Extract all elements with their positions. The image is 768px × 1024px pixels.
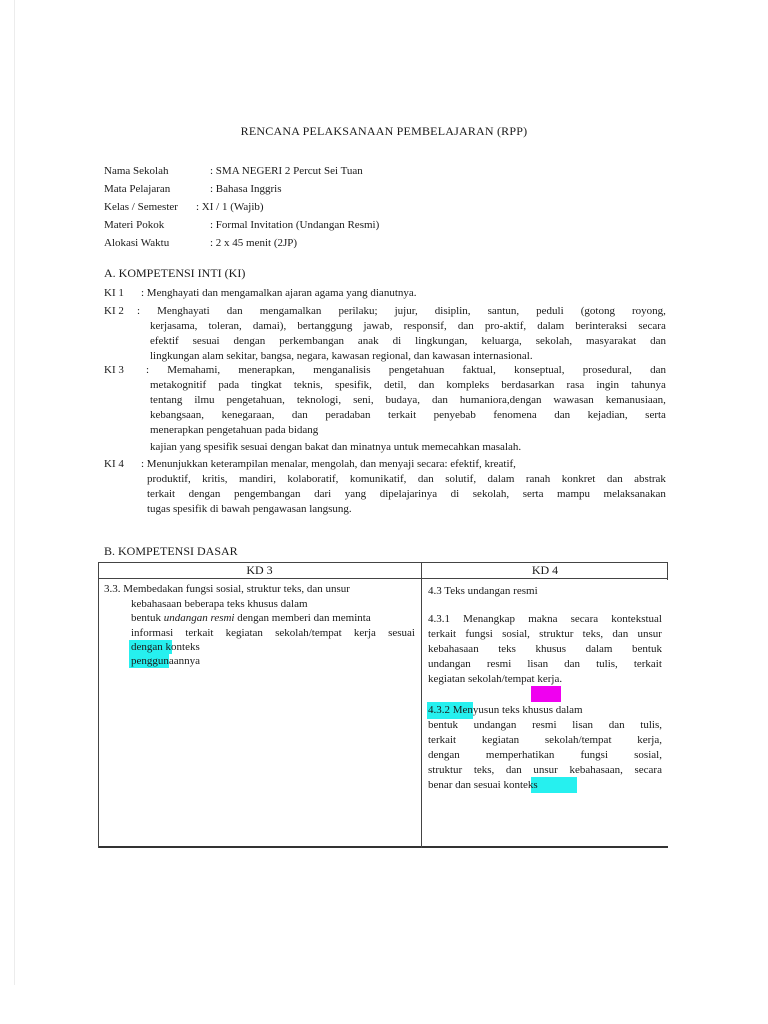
identity-value: : Bahasa Inggris [210, 183, 282, 195]
table-border [98, 562, 99, 848]
identity-label: Alokasi Waktu [104, 237, 170, 249]
ki2-line: efektif sesuai dengan perkembangan anak di lingkungan, keluarga, sekolah, masyarakat dan [150, 335, 666, 347]
kd3-header: KD 3 [246, 563, 273, 577]
ki2-line: kerjasama, toleran, damai), bertanggung jawab, responsif, dan pro-aktif, dalam berinteraksi secara [150, 320, 666, 332]
kd3-line: 3.3. Membedakan fungsi sosial, struktur teks, dan unsur [104, 583, 350, 595]
kd3-line: dengan konteks [131, 641, 200, 653]
ki3-line: kebangsaan, kenegaraan, dan peradaban terkait penyebab fenomena dan kejadian, serta [150, 409, 666, 421]
identity-value: : Formal Invitation (Undangan Resmi) [210, 219, 380, 231]
kd4-1-line: undangan resmi lisan dan tulis, terkait [428, 658, 662, 670]
ki4-line: produktif, kritis, mandiri, kolaboratif, komunikatif, dan solutif, dalam ranah konkret dan abstrak [147, 473, 666, 485]
kd4-1-line: kegiatan sekolah/tempat kerja. [428, 673, 563, 685]
document-title: RENCANA PELAKSANAAN PEMBELAJARAN (RPP) [240, 124, 528, 138]
kd3-line: penggunaannya [131, 655, 201, 667]
ki2-line: : Menghayati dan mengamalkan perilaku; jujur, disiplin, santun, peduli (gotong royong, [137, 305, 666, 317]
kd4-1-line: terkait fungsi sosial, struktur teks, dan unsur [428, 628, 662, 640]
identity-label: Materi Pokok [104, 219, 165, 231]
ki2-line: lingkungan alam sekitar, bangsa, negara, kawasan regional, dan kawasan internasional. [150, 350, 533, 362]
page-edge-line [14, 0, 15, 985]
kd4-1-line: kebahasaan teks khusus dalam bentuk [428, 643, 662, 655]
ki2-label: KI 2 [104, 305, 124, 317]
ki1-label: KI 1 [104, 287, 124, 299]
ki1-text: : Menghayati dan mengamalkan ajaran agama yang dianutnya. [141, 287, 417, 299]
ki4-line: tugas spesifik di bawah pengawasan langsung. [147, 503, 352, 515]
ki4-label: KI 4 [104, 458, 124, 470]
identity-value: : SMA NEGERI 2 Percut Sei Tuan [210, 165, 363, 177]
ki3-line: kajian yang spesifik sesuai dengan bakat dan minatnya untuk memecahkan masalah. [150, 441, 522, 453]
identity-value: : XI / 1 (Wajib) [196, 201, 264, 213]
ki3-line: : Memahami, menerapkan, menganalisis pengetahuan faktual, konseptual, prosedural, dan [146, 364, 666, 376]
kd4-2-line: benar dan sesuai konteks [428, 779, 538, 791]
kd3-line: informasi terkait kegiatan sekolah/tempat kerja sesuai [131, 627, 415, 639]
highlight-mark [531, 686, 561, 702]
identity-value: : 2 x 45 menit (2JP) [210, 237, 298, 249]
kd4-2-line: 4.3.2 Menyusun teks khusus dalam [428, 704, 583, 716]
identity-label: Nama Sekolah [104, 165, 169, 177]
ki3-line: tentang ilmu pengetahuan, teknologi, seni, budaya, dan humaniora,dengan wawasan kemanusiaan, [150, 394, 666, 406]
ki4-line: terkait dengan pengembangan dari yang dipelajarinya di sekolah, serta mampu melaksanakan [147, 488, 666, 500]
kd3-text: dengan memberi dan meminta [234, 612, 371, 624]
kd4-2-line: terkait kegiatan sekolah/tempat kerja, [428, 734, 662, 746]
ki4-line: : Menunjukkan keterampilan menalar, mengolah, dan menyaji secara: efektif, kreatif, [141, 458, 516, 470]
table-border [98, 846, 668, 848]
section-a-heading: A. KOMPETENSI INTI (KI) [104, 266, 246, 280]
identity-label: Mata Pelajaran [104, 183, 171, 195]
kd4-2-line: bentuk undangan resmi lisan dan tulis, [428, 719, 662, 731]
highlight-mark [531, 777, 577, 793]
kd4-header: KD 4 [531, 563, 559, 577]
kd3-line: kebahasaan beberapa teks khusus dalam [131, 598, 308, 610]
kd3-text: bentuk [131, 612, 164, 624]
section-b-heading: B. KOMPETENSI DASAR [104, 544, 238, 558]
table-border [421, 562, 422, 848]
kd4-1-line: 4.3.1 Menangkap makna secara kontekstual [428, 613, 662, 625]
ki3-line: menerapkan pengetahuan pada bidang [150, 424, 319, 436]
kd3-italic-term: undangan resmi [163, 612, 235, 624]
kd4-title: 4.3 Teks undangan resmi [428, 585, 538, 597]
kd4-2-line: struktur teks, dan unsur kebahasaan, secara [428, 764, 662, 776]
ki3-line: metakognitif pada tingkat teknis, spesifik, detil, dan kompleks berdasarkan rasa ingin tahunya [150, 379, 666, 391]
kd3-line [131, 611, 371, 626]
kd-table [98, 562, 668, 848]
table-border [98, 578, 668, 579]
ki3-label: KI 3 [104, 364, 124, 376]
identity-label: Kelas / Semester [104, 201, 178, 213]
kd4-2-line: dengan memperhatikan fungsi sosial, [428, 749, 662, 761]
